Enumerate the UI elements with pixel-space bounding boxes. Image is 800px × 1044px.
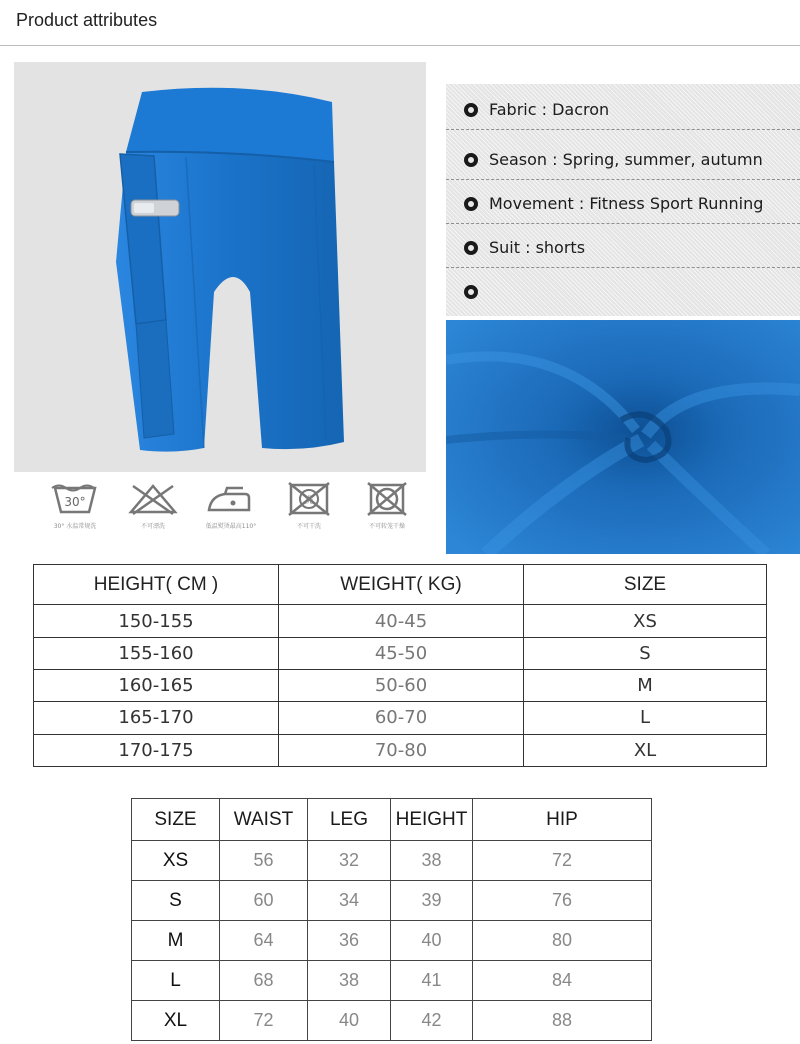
no-tumble-dry-icon [352, 482, 422, 540]
table-row [34, 734, 767, 766]
attribute-list [446, 84, 800, 316]
table-cell: L [524, 702, 767, 734]
table-cell: 32 [308, 841, 391, 881]
table-cell: 56 [220, 841, 308, 881]
table-cell: 72 [473, 841, 652, 881]
table-row [34, 637, 767, 669]
column-header: LEG [308, 799, 391, 841]
iron-low-icon [196, 482, 266, 540]
table-cell: XL [132, 1001, 220, 1041]
column-header: WEIGHT( KG) [279, 565, 524, 605]
care-caption: 不可干洗 [296, 523, 321, 530]
care-instructions [40, 482, 420, 540]
table-cell: 34 [308, 881, 391, 921]
table-cell: XL [524, 734, 767, 766]
table-cell: XS [132, 841, 220, 881]
no-bleach-icon [118, 482, 188, 540]
bullet-icon [464, 197, 478, 211]
section-title: Product attributes [16, 10, 158, 30]
column-header: SIZE [132, 799, 220, 841]
column-header: WAIST [220, 799, 308, 841]
care-caption: 不可漂洗 [140, 523, 165, 530]
table-row [34, 670, 767, 702]
table-row [132, 1001, 652, 1041]
bullet-icon [464, 241, 478, 255]
attribute-item [446, 268, 800, 312]
fabric-swirl-illustration [446, 320, 800, 554]
table-cell: 38 [308, 961, 391, 1001]
table-cell: 70-80 [279, 734, 524, 766]
table-row [132, 881, 652, 921]
table-row [132, 961, 652, 1001]
care-caption: 30° 水温常规洗 [53, 523, 97, 530]
table-row [132, 921, 652, 961]
attribute-text: Season : Spring, summer, autumn [489, 150, 763, 169]
table-cell: 76 [473, 881, 652, 921]
table-cell: 88 [473, 1001, 652, 1041]
table-row [132, 841, 652, 881]
column-header: HEIGHT [391, 799, 473, 841]
table-cell: 150-155 [34, 605, 279, 637]
section-header [0, 0, 800, 46]
bullet-icon [464, 103, 478, 117]
product-photo [14, 62, 426, 472]
table-cell: 42 [391, 1001, 473, 1041]
care-caption: 低温熨烫最高110° [205, 523, 257, 530]
measurement-table [131, 798, 652, 1041]
table-cell: 165-170 [34, 702, 279, 734]
table-cell: 160-165 [34, 670, 279, 702]
attribute-item [446, 136, 800, 180]
wash-temp-label: 30° [64, 495, 86, 509]
table-cell: 39 [391, 881, 473, 921]
no-dry-clean-icon [274, 482, 344, 540]
shorts-illustration [14, 62, 426, 472]
table-header-row [132, 799, 652, 841]
table-cell: 45-50 [279, 637, 524, 669]
attribute-text: Fabric : Dacron [489, 100, 610, 119]
table-cell: 170-175 [34, 734, 279, 766]
table-cell: M [132, 921, 220, 961]
attribute-item [446, 180, 800, 224]
attribute-text: Suit : shorts [489, 238, 586, 257]
table-row [34, 605, 767, 637]
column-header: HIP [473, 799, 652, 841]
attribute-item [446, 86, 800, 130]
table-cell: S [132, 881, 220, 921]
table-cell: 72 [220, 1001, 308, 1041]
table-cell: 40 [308, 1001, 391, 1041]
table-row [34, 702, 767, 734]
table-cell: 60-70 [279, 702, 524, 734]
table-cell: 40-45 [279, 605, 524, 637]
table-cell: 50-60 [279, 670, 524, 702]
bullet-icon [464, 153, 478, 167]
fabric-closeup-photo [446, 320, 800, 554]
table-cell: 38 [391, 841, 473, 881]
table-cell: 84 [473, 961, 652, 1001]
care-caption: 不可转笼干燥 [368, 523, 405, 530]
size-chart-table [33, 564, 767, 767]
table-cell: 60 [220, 881, 308, 921]
table-cell: 68 [220, 961, 308, 1001]
table-cell: 155-160 [34, 637, 279, 669]
table-cell: 40 [391, 921, 473, 961]
table-cell: 64 [220, 921, 308, 961]
dry-clean-label: 洗 [304, 496, 314, 506]
table-header-row [34, 565, 767, 605]
table-cell: 80 [473, 921, 652, 961]
table-cell: 41 [391, 961, 473, 1001]
bullet-icon [464, 285, 478, 299]
table-cell: S [524, 637, 767, 669]
column-header: HEIGHT( CM ) [34, 565, 279, 605]
table-cell: L [132, 961, 220, 1001]
table-cell: 36 [308, 921, 391, 961]
table-cell: M [524, 670, 767, 702]
wash-30-icon [40, 482, 110, 540]
column-header: SIZE [524, 565, 767, 605]
attribute-text: Movement : Fitness Sport Running [489, 194, 764, 213]
attribute-item [446, 224, 800, 268]
table-cell: XS [524, 605, 767, 637]
